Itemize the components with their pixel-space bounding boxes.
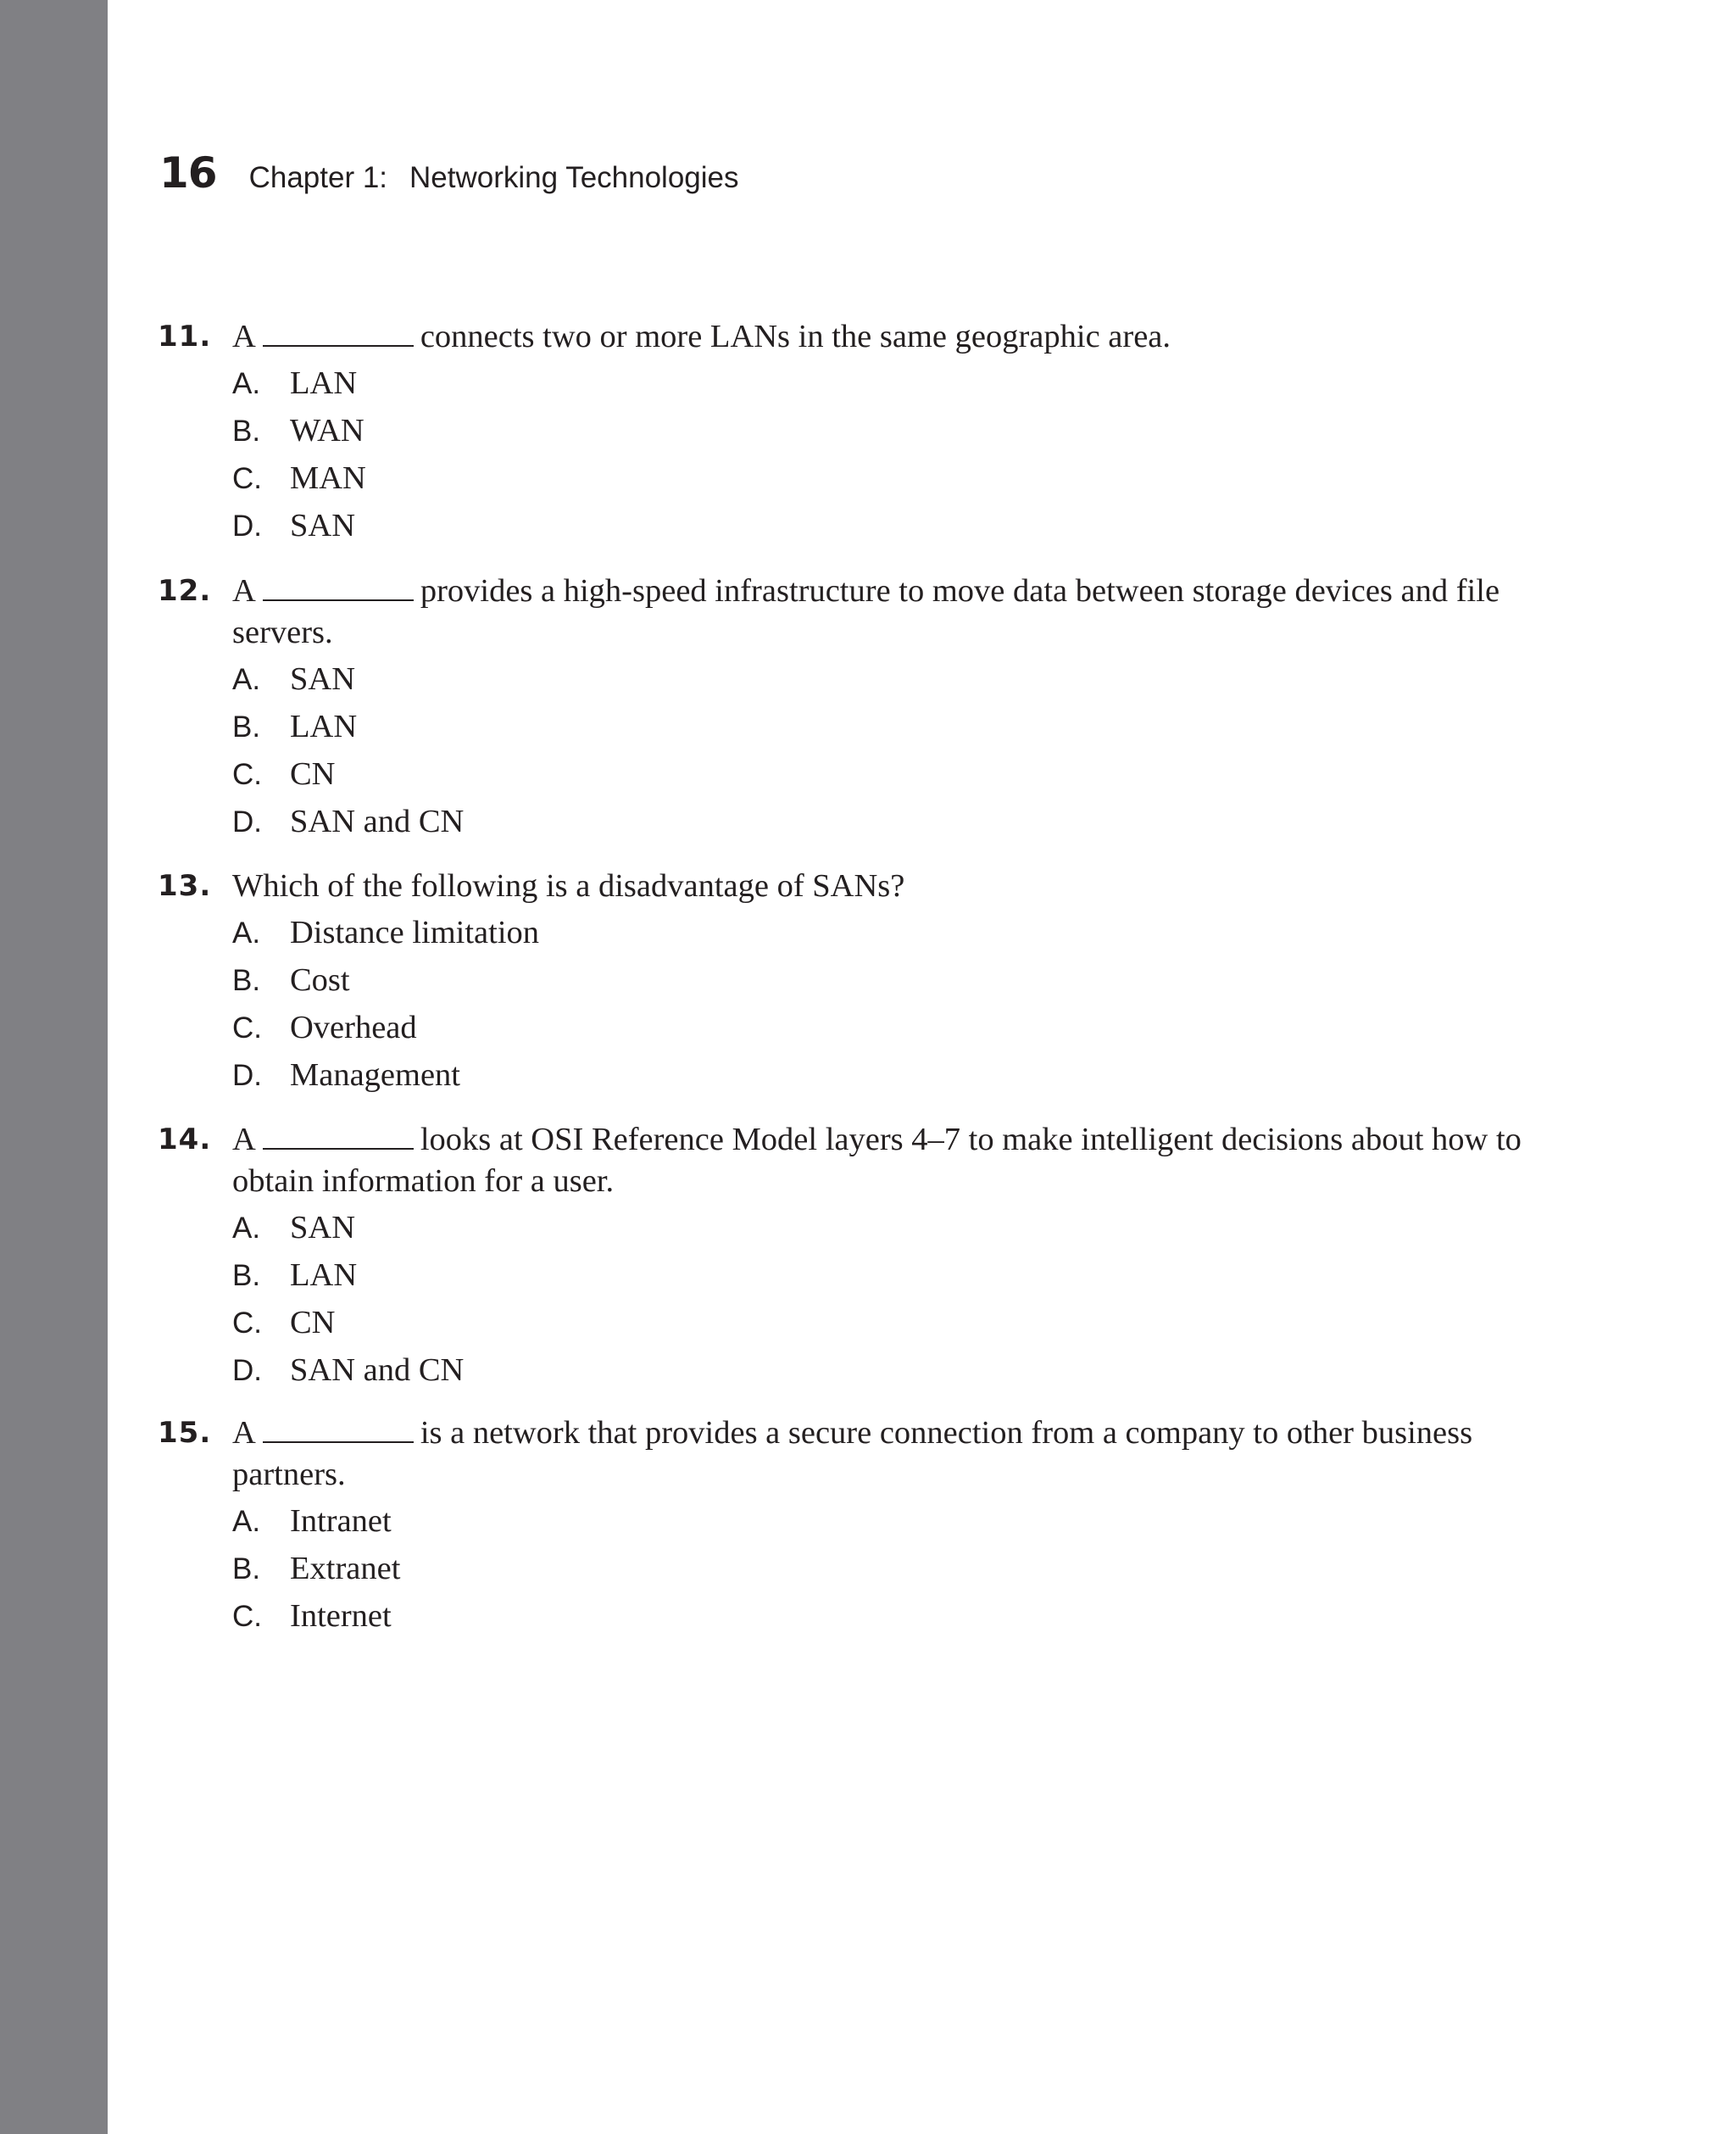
option-letter: D. <box>232 510 262 543</box>
option-letter: A. <box>232 367 261 400</box>
option-letter: C. <box>232 1600 262 1633</box>
question-stem <box>158 571 1548 654</box>
question-number: 14. <box>158 1123 212 1156</box>
question-number: 12. <box>158 574 212 608</box>
answer-option <box>232 507 1548 554</box>
option-text: Cost <box>290 962 350 998</box>
answer-option <box>232 708 1548 755</box>
answer-option <box>232 1550 1548 1597</box>
answer-options <box>232 1209 1548 1399</box>
option-letter: C. <box>232 1011 262 1045</box>
answer-option <box>232 1304 1548 1351</box>
question-11 <box>158 316 1548 554</box>
option-letter: D. <box>232 1354 262 1387</box>
answer-option <box>232 1351 1548 1399</box>
option-text: MAN <box>290 460 366 496</box>
answer-option <box>232 1056 1548 1104</box>
option-text: Extranet <box>290 1551 401 1586</box>
option-text: LAN <box>290 1257 358 1293</box>
question-prefix: A <box>232 1122 256 1157</box>
answer-option <box>232 1502 1548 1550</box>
question-number: 13. <box>158 869 212 903</box>
option-letter: A. <box>232 1505 261 1538</box>
question-text <box>232 1412 1548 1496</box>
question-15 <box>158 1412 1548 1645</box>
question-text: Which of the following is a disadvantage of SANs? <box>232 868 905 904</box>
option-text: Distance limitation <box>290 915 540 950</box>
answer-option <box>232 412 1548 460</box>
option-text: SAN and CN <box>290 1352 465 1388</box>
question-13 <box>158 866 1548 1104</box>
option-text: Overhead <box>290 1010 417 1045</box>
option-text: Internet <box>290 1598 392 1634</box>
question-prefix: A <box>232 319 256 354</box>
chapter-title: Networking Technologies <box>409 161 739 194</box>
option-letter: B. <box>232 1259 261 1292</box>
option-text: LAN <box>290 365 358 401</box>
answer-option <box>232 1209 1548 1256</box>
question-text <box>232 1119 1548 1202</box>
option-text: Management <box>290 1057 460 1093</box>
option-letter: A. <box>232 663 261 696</box>
question-12 <box>158 571 1548 850</box>
option-letter: B. <box>232 415 261 448</box>
option-text: SAN <box>290 1210 356 1245</box>
question-number: 11. <box>158 320 212 354</box>
answer-option <box>232 755 1548 803</box>
option-text: SAN <box>290 661 356 697</box>
answer-options <box>232 365 1548 554</box>
answer-options <box>232 1502 1548 1645</box>
option-letter: C. <box>232 462 262 495</box>
answer-options <box>232 660 1548 850</box>
option-letter: D. <box>232 805 262 839</box>
option-text: Intranet <box>290 1503 392 1539</box>
question-suffix: provides a high-speed infrastructure to move data between storage devices and file servers. <box>232 573 1508 650</box>
question-text <box>232 316 1548 358</box>
page-number: 16 <box>159 148 217 198</box>
answer-blank <box>263 1123 414 1150</box>
answer-option <box>232 914 1548 961</box>
question-stem <box>158 1412 1548 1496</box>
answer-option <box>232 803 1548 850</box>
answer-option <box>232 365 1548 412</box>
option-letter: D. <box>232 1059 262 1092</box>
question-suffix: connects two or more LANs in the same geographic area. <box>420 319 1171 354</box>
answer-blank <box>263 574 414 601</box>
option-letter: A. <box>232 1212 261 1245</box>
question-prefix: A <box>232 1415 256 1451</box>
option-letter: B. <box>232 710 261 744</box>
question-text <box>232 571 1548 654</box>
option-text: LAN <box>290 709 358 744</box>
option-text: SAN <box>290 508 356 543</box>
page-edge-bar <box>0 0 108 2134</box>
answer-option <box>232 660 1548 708</box>
question-stem <box>158 1119 1548 1202</box>
question-suffix: is a network that provides a secure connection from a company to other business partners. <box>232 1415 1481 1492</box>
question-suffix: looks at OSI Reference Model layers 4–7 to make intelligent decisions about how to obtain information for a user. <box>232 1122 1530 1199</box>
answer-options <box>232 914 1548 1104</box>
running-header <box>159 148 739 208</box>
answer-option <box>232 1597 1548 1645</box>
option-text: CN <box>290 756 336 792</box>
question-stem <box>158 316 1548 358</box>
question-prefix: A <box>232 573 256 609</box>
chapter-label: Chapter 1: <box>248 161 388 194</box>
question-number: 15. <box>158 1416 212 1450</box>
answer-option <box>232 1009 1548 1056</box>
option-letter: B. <box>232 964 261 997</box>
answer-blank <box>263 320 414 347</box>
question-14 <box>158 1119 1548 1399</box>
answer-option <box>232 961 1548 1009</box>
answer-option <box>232 1256 1548 1304</box>
option-letter: C. <box>232 758 262 791</box>
option-text: WAN <box>290 413 364 449</box>
option-text: SAN and CN <box>290 804 465 839</box>
question-stem <box>158 866 1548 907</box>
option-letter: C. <box>232 1307 262 1340</box>
option-text: CN <box>290 1305 336 1340</box>
option-letter: B. <box>232 1552 261 1585</box>
answer-option <box>232 460 1548 507</box>
option-letter: A. <box>232 917 261 950</box>
answer-blank <box>263 1416 414 1443</box>
